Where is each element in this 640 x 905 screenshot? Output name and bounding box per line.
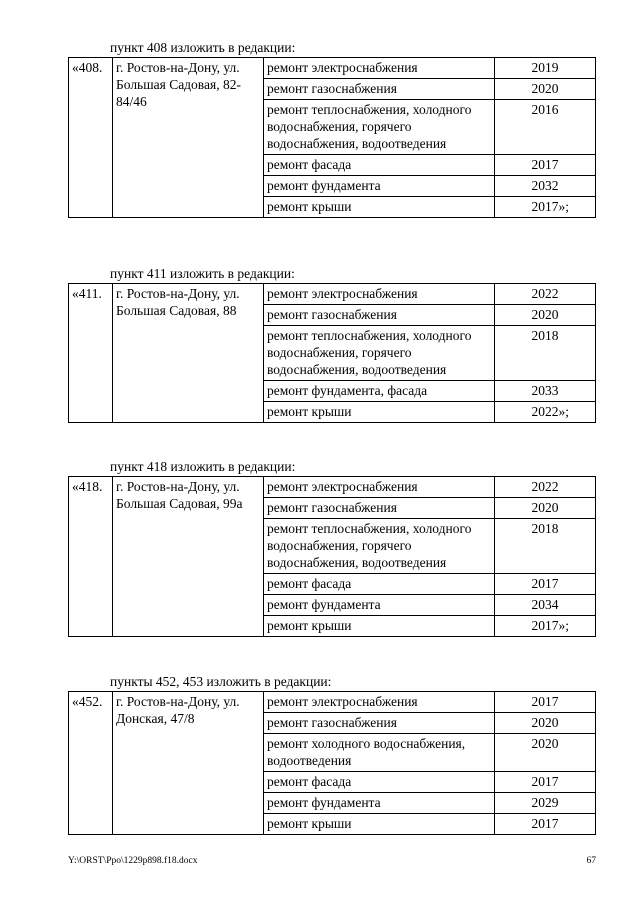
table-row bbox=[69, 58, 596, 79]
section-title: пункт 408 изложить в редакции: bbox=[110, 40, 296, 55]
section-table bbox=[68, 57, 596, 218]
page-number: 67 bbox=[586, 856, 596, 866]
section-title: пункты 452, 453 изложить в редакции: bbox=[110, 674, 332, 689]
work-cell: ремонт крыши bbox=[264, 197, 495, 218]
table-row bbox=[69, 284, 596, 305]
year-cell: 2017 bbox=[495, 692, 596, 713]
work-cell: ремонт электроснабжения bbox=[264, 58, 495, 79]
section-table bbox=[68, 283, 596, 423]
work-cell: ремонт крыши bbox=[264, 402, 495, 423]
year-cell: 2020 bbox=[495, 713, 596, 734]
work-cell: ремонт фундамента bbox=[264, 793, 495, 814]
year-cell: 2016 bbox=[495, 100, 596, 155]
work-cell: ремонт фундамента bbox=[264, 595, 495, 616]
page-footer bbox=[68, 856, 596, 866]
year-cell: 2032 bbox=[495, 176, 596, 197]
work-cell: ремонт электроснабжения bbox=[264, 477, 495, 498]
work-cell: ремонт фундамента bbox=[264, 176, 495, 197]
year-cell: 2022 bbox=[495, 477, 596, 498]
work-cell: ремонт газоснабжения bbox=[264, 713, 495, 734]
year-cell: 2019 bbox=[495, 58, 596, 79]
year-cell: 2020 bbox=[495, 498, 596, 519]
item-number: «411. bbox=[69, 284, 113, 423]
year-cell: 2020 bbox=[495, 79, 596, 100]
address-cell: г. Ростов-на-Дону, ул. Большая Садовая, 88 bbox=[113, 284, 264, 423]
work-cell: ремонт крыши bbox=[264, 616, 495, 637]
item-number: «418. bbox=[69, 477, 113, 637]
work-cell: ремонт газоснабжения bbox=[264, 498, 495, 519]
work-cell: ремонт фасада bbox=[264, 574, 495, 595]
work-cell: ремонт холодного водоснабжения, водоотведения bbox=[264, 734, 495, 772]
year-cell: 2022 bbox=[495, 284, 596, 305]
section-title: пункт 411 изложить в редакции: bbox=[110, 266, 295, 281]
work-cell: ремонт теплоснабжения, холодного водоснабжения, горячего водоснабжения, водоотведения bbox=[264, 519, 495, 574]
year-cell: 2020 bbox=[495, 734, 596, 772]
year-cell: 2020 bbox=[495, 305, 596, 326]
work-cell: ремонт электроснабжения bbox=[264, 284, 495, 305]
work-cell: ремонт фасада bbox=[264, 155, 495, 176]
work-cell: ремонт теплоснабжения, холодного водоснабжения, горячего водоснабжения, водоотведения bbox=[264, 100, 495, 155]
year-cell: 2017»; bbox=[495, 616, 596, 637]
work-cell: ремонт крыши bbox=[264, 814, 495, 835]
year-cell: 2018 bbox=[495, 326, 596, 381]
item-number: «452. bbox=[69, 692, 113, 835]
year-cell: 2022»; bbox=[495, 402, 596, 423]
year-cell: 2018 bbox=[495, 519, 596, 574]
work-cell: ремонт фундамента, фасада bbox=[264, 381, 495, 402]
year-cell: 2017 bbox=[495, 814, 596, 835]
address-cell: г. Ростов-на-Дону, ул. Донская, 47/8 bbox=[113, 692, 264, 835]
work-cell: ремонт газоснабжения bbox=[264, 305, 495, 326]
year-cell: 2017 bbox=[495, 574, 596, 595]
section-table bbox=[68, 476, 596, 637]
address-cell: г. Ростов-на-Дону, ул. Большая Садовая, 82-84/46 bbox=[113, 58, 264, 218]
work-cell: ремонт электроснабжения bbox=[264, 692, 495, 713]
work-cell: ремонт газоснабжения bbox=[264, 79, 495, 100]
section-table bbox=[68, 691, 596, 835]
year-cell: 2029 bbox=[495, 793, 596, 814]
section-title: пункт 418 изложить в редакции: bbox=[110, 459, 296, 474]
item-number: «408. bbox=[69, 58, 113, 218]
year-cell: 2017 bbox=[495, 155, 596, 176]
year-cell: 2017 bbox=[495, 772, 596, 793]
year-cell: 2033 bbox=[495, 381, 596, 402]
file-path: Y:\ORST\Ppo\1229p898.f18.docx bbox=[68, 856, 198, 866]
year-cell: 2017»; bbox=[495, 197, 596, 218]
table-row bbox=[69, 692, 596, 713]
work-cell: ремонт фасада bbox=[264, 772, 495, 793]
work-cell: ремонт теплоснабжения, холодного водоснабжения, горячего водоснабжения, водоотведения bbox=[264, 326, 495, 381]
table-row bbox=[69, 477, 596, 498]
address-cell: г. Ростов-на-Дону, ул. Большая Садовая, 99а bbox=[113, 477, 264, 637]
year-cell: 2034 bbox=[495, 595, 596, 616]
